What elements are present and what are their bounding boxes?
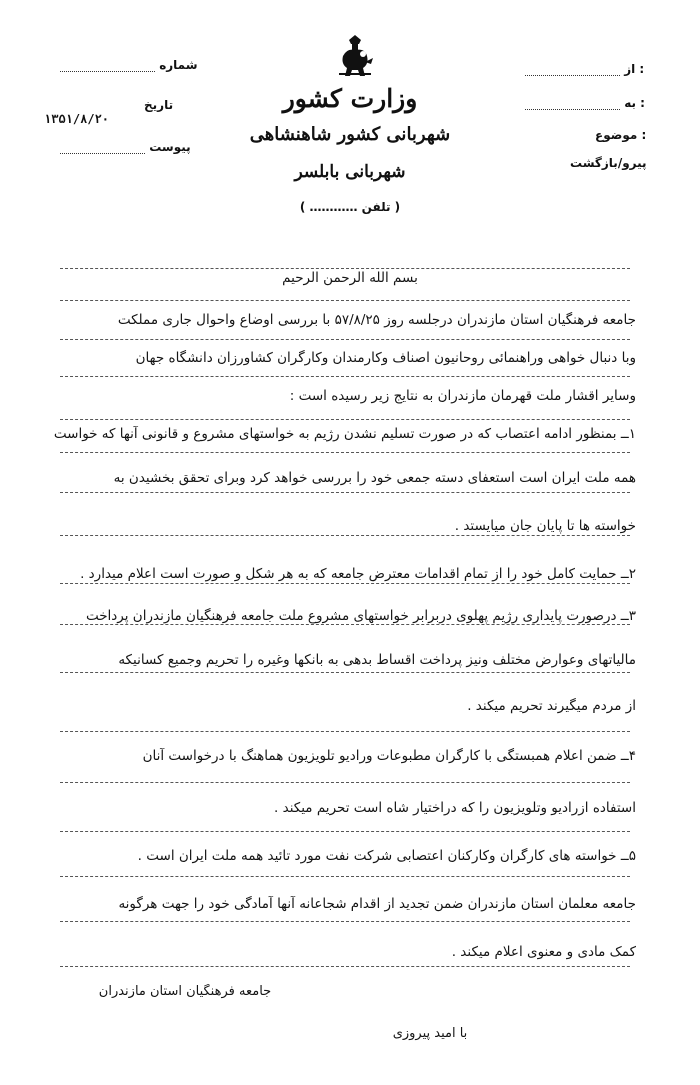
letter-line: جامعه فرهنگیان استان مازندران درجلسه روز ۵۷/۸/۲۵ با بررسی اوضاع واحوال جاری مملکت bbox=[117, 312, 636, 328]
signature-org: جامعه فرهنگیان استان مازندران bbox=[98, 984, 272, 999]
closing-line: با امید پیروزی bbox=[392, 1026, 468, 1041]
letter-line: ۳ــ درصورت پایداری رژیم پهلوی دربرابر خواستهای مشروع ملت جامعه فرهنگیان مازندران پرداخت bbox=[85, 608, 636, 624]
letter-line: کمک مادی و معنوی اعلام میکند . bbox=[451, 944, 636, 960]
letter-line: استفاده ازرادیو وتلویزیون را که دراختیار شاه است تحریم میکند . bbox=[274, 800, 636, 816]
ministry-emblem-icon bbox=[335, 34, 375, 82]
letter-line: جامعه معلمان استان مازندران ضمن تجدید از اقدام شجاعانه آنها آمادگی خود را جهت هرگونه bbox=[118, 896, 636, 912]
letter-line: مالیاتهای وعوارض مختلف ونیز پرداخت اقساط بدهی به بانکها وغیره را تحریم وجمیع کسانیکه bbox=[118, 652, 636, 668]
phone-label: ( تلفن ………… ) bbox=[299, 200, 401, 214]
letter-line: ۱ــ بمنظور ادامه اعتصاب که در صورت تسلیم نشدن رژیم به خواستهای مشروع و قانونی آنها که خواست bbox=[53, 426, 636, 442]
letter-line: از مردم میگیرند تحریم میکند . bbox=[467, 698, 636, 714]
city-police-title: شهربانی بابلسر bbox=[294, 162, 406, 182]
attachment-field: پیوست bbox=[60, 140, 220, 154]
letter-line: خواسته ها تا پایان جان میایستد . bbox=[454, 518, 636, 534]
subject-field: موضوع : bbox=[595, 128, 647, 142]
letter-line: ۵ــ خواسته های کارگران وکارکنان اعتصابی شرکت نفت مورد تائید همه ملت ایران است . bbox=[137, 848, 636, 864]
from-field: از : bbox=[525, 62, 665, 76]
letter-line: همه ملت ایران است استعفای دسته جمعی خود را بررسی خواهد کرد وبرای تحقق بخشیدن به bbox=[113, 470, 636, 486]
general-police-title: شهربانی کشور شاهنشاهی bbox=[249, 124, 451, 145]
letter-line: ۴ــ ضمن اعلام همبستگی با کارگران مطبوعات ورادیو تلویزیون هماهنگ با درخواست آنان bbox=[142, 748, 636, 764]
number-field: شماره bbox=[60, 58, 220, 72]
letter-line: وبا دنبال خواهی وراهنمائی روحانیون اصناف وکارمندان وکارگران کشاورزان دانشگاه جهان bbox=[135, 350, 636, 366]
followup-field: پیرو/بازگشت bbox=[570, 156, 647, 170]
to-field: به : bbox=[525, 96, 665, 110]
bismillah: بسم الله الرحمن الرحیم bbox=[282, 270, 418, 286]
letter-line: وسایر اقشار ملت قهرمان مازندران به نتایج زیر رسیده است : bbox=[289, 388, 636, 404]
ministry-title: وزارت کشور bbox=[282, 84, 418, 113]
letter-line: ۲ــ حمایت کامل خود را از تمام اقدامات معترض جامعه که به هر شکل و صورت است اعلام میدارد . bbox=[80, 566, 636, 582]
